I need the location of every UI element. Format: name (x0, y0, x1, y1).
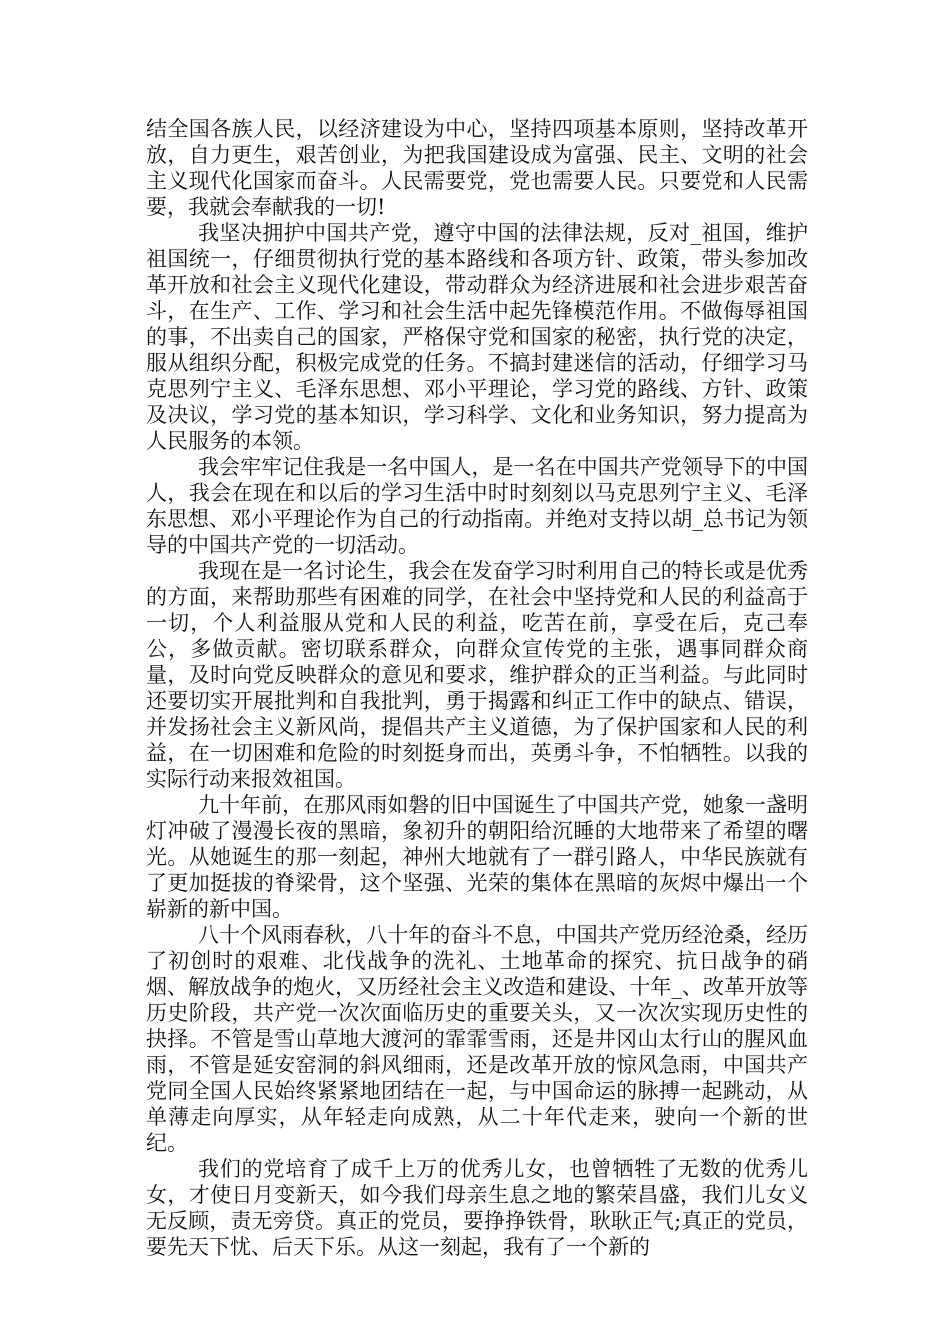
paragraph-5: 九十年前，在那风雨如磐的旧中国诞生了中国共产党，她象一盏明灯冲破了漫漫长夜的黑暗，象初升的朝阳给沉睡的大地带来了希望的曙光。从她诞生的那一刻起，神州大地就有了一群引路人，中华民族就有了更加挺拔的脊梁骨，这个坚强、光荣的集体在黑暗的灰烬中爆出一个崭新的新中国。 (146, 793, 808, 921)
paragraph-6: 八十个风雨春秋，八十年的奋斗不息，中国共产党历经沧桑，经历了初创时的艰难、北伐战争的洗礼、土地革命的探究、抗日战争的硝烟、解放战争的炮火，又历经社会主义改造和建设、十年_、改革开放等历史阶段，共产党一次次面临历史的重要关头，又一次次实现历史性的抉择。不管是雪山草地大渡河的霏霏雪雨，还是井冈山太行山的腥风血雨，不管是延安窑洞的斜风细雨，还是改革开放的惊风急雨，中国共产党同全国人民始终紧紧地团结在一起，与中国命运的脉搏一起跳动，从单薄走向厚实，从年轻走向成熟，从二十年代走来，驶向一个新的世纪。 (146, 923, 808, 1155)
paragraph-4: 我现在是一名讨论生，我会在发奋学习时利用自己的特长或是优秀的方面，来帮助那些有困难的同学，在社会中坚持党和人民的利益高于一切，个人利益服从党和人民的利益，吃苦在前，享受在后，克己奉公，多做贡献。密切联系群众，向群众宣传党的主张，遇事同群众商量，及时向党反映群众的意见和要求，维护群众的正当利益。与此同时还要切实开展批判和自我批判，勇于揭露和纠正工作中的缺点、错误，并发扬社会主义新风尚，提倡共产主义道德，为了保护国家和人民的利益，在一切困难和危险的时刻挺身而出，英勇斗争，不怕牺牲。以我的实际行动来报效祖国。 (146, 559, 808, 791)
document-body (146, 116, 808, 1260)
paragraph-3: 我会牢牢记住我是一名中国人，是一名在中国共产党领导下的中国人，我会在现在和以后的学习生活中时时刻刻以马克思列宁主义、毛泽东思想、邓小平理论作为自己的行动指南。并绝对支持以胡_总书记为领导的中国共产党的一切活动。 (146, 455, 808, 557)
paragraph-2: 我坚决拥护中国共产党，遵守中国的法律法规，反对_祖国，维护祖国统一，仔细贯彻执行党的基本路线和各项方针、政策，带头参加改革开放和社会主义现代化建设，带动群众为经济进展和社会进步艰苦奋斗，在生产、工作、学习和社会生活中起先锋模范作用。不做侮辱祖国的事，不出卖自己的国家，严格保守党和国家的秘密，执行党的决定，服从组织分配，积极完成党的任务。不搞封建迷信的活动，仔细学习马克思列宁主义、毛泽东思想、邓小平理论，学习党的路线、方针、政策及决议，学习党的基本知识，学习科学、文化和业务知识，努力提高为人民服务的本领。 (146, 221, 808, 453)
paragraph-7: 我们的党培育了成千上万的优秀儿女，也曾牺牲了无数的优秀儿女，才使日月变新天，如今我们母亲生息之地的繁荣昌盛，我们儿女义无反顾，责无旁贷。真正的党员，要挣挣铁骨，耿耿正气;真正的党员，要先天下忧、后天下乐。从这一刻起，我有了一个新的 (146, 1157, 808, 1259)
paragraph-1: 结全国各族人民，以经济建设为中心，坚持四项基本原则，坚持改革开放，自力更生，艰苦创业，为把我国建设成为富强、民主、文明的社会主义现代化国家而奋斗。人民需要党，党也需要人民。只要党和人民需要，我就会奉献我的一切! (146, 117, 808, 219)
